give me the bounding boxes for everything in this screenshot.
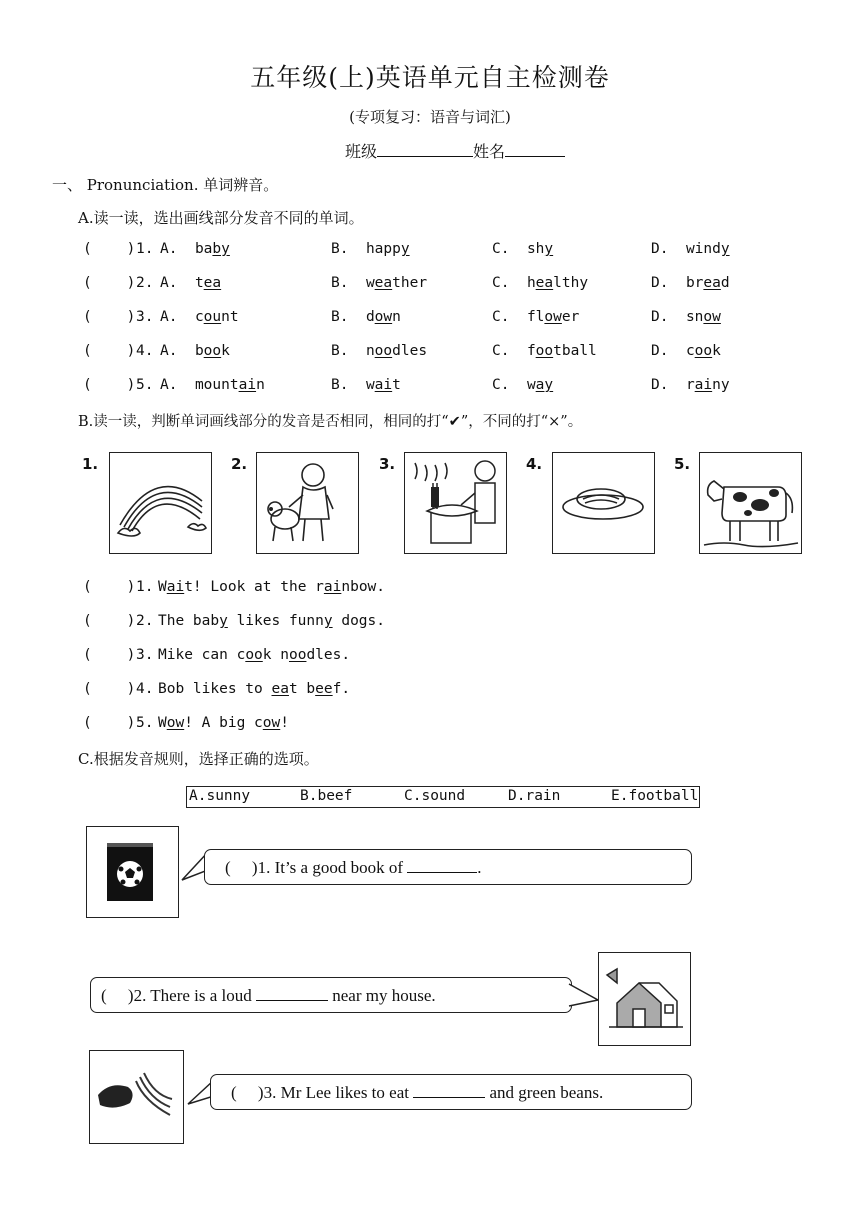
word-part: sn [685, 309, 704, 325]
part-a-heading: A.读一读，选出画线部分发音不同的单词。 [78, 209, 364, 227]
option-letter: C. [492, 377, 510, 393]
name-blank[interactable] [505, 140, 565, 157]
house-loudspeaker-picture [598, 952, 691, 1046]
underlined-sound: oo [694, 343, 713, 359]
option-a: A.sunny [189, 788, 251, 804]
options-box [186, 786, 700, 808]
underlined-sound: ee [315, 681, 333, 697]
class-blank[interactable] [377, 140, 473, 157]
word-part: c [194, 309, 204, 325]
underlined-sound: ai [694, 377, 713, 393]
class-name-line [345, 139, 565, 162]
option-letter: C. [492, 241, 510, 257]
option-c [492, 377, 553, 393]
word-part: n [392, 309, 401, 325]
option-c [492, 275, 588, 291]
question-1-end: . [477, 858, 482, 877]
sentence-part: ! [280, 715, 289, 731]
sentence-text [158, 715, 289, 731]
sentence-part: dles. [306, 647, 351, 663]
pic-label-1: 1. [82, 455, 99, 473]
class-label: 班级 [345, 142, 378, 161]
underlined-sound: ow [262, 715, 281, 731]
word-part: dles [392, 343, 428, 359]
word-part: fl [526, 309, 545, 325]
word-part: er [561, 309, 580, 325]
option-c [492, 241, 553, 257]
answer-paren[interactable]: ( ) [83, 241, 136, 257]
underlined-sound: y [400, 241, 410, 257]
option-a [160, 343, 230, 359]
question-bubble-2 [90, 977, 572, 1013]
question-1-text: ( )1. It’s a good book of [225, 858, 408, 877]
sentence-part: Mike can c [158, 647, 246, 663]
word-part: w [365, 377, 375, 393]
answer-paren[interactable]: ( ) [83, 275, 136, 291]
underlined-sound: oo [203, 343, 222, 359]
option-letter: A. [160, 377, 178, 393]
word-part: ny [712, 377, 730, 393]
sentence-part: f. [332, 681, 351, 697]
answer-paren[interactable]: ( ) [83, 647, 136, 663]
sentence-part: W [158, 715, 167, 731]
option-letter: B. [331, 377, 349, 393]
word-part: b [194, 343, 204, 359]
underlined-sound: ea [374, 275, 393, 291]
word-part: ther [392, 275, 428, 291]
option-a [160, 309, 239, 325]
page-title: 五年级(上)英语单元自主检测卷 [250, 63, 610, 92]
word-part: f [526, 343, 536, 359]
sentence-part: nbow. [341, 579, 386, 595]
answer-paren[interactable]: ( ) [83, 343, 136, 359]
word-part: lthy [553, 275, 589, 291]
option-letter: B. [331, 343, 349, 359]
bubble-tail-2 [568, 980, 600, 1014]
pic-label-4: 4. [526, 455, 543, 473]
option-c [492, 343, 597, 359]
sentence-number: 1. [136, 579, 154, 595]
underlined-sound: ai [238, 377, 257, 393]
option-letter: A. [160, 241, 178, 257]
word-part: r [685, 377, 695, 393]
option-letter: B. [331, 275, 349, 291]
rainbow-picture [109, 452, 212, 554]
question-3-end: and green beans. [485, 1083, 604, 1102]
answer-paren[interactable]: ( ) [83, 579, 136, 595]
word-part: k [712, 343, 721, 359]
underlined-sound: y [219, 613, 228, 629]
word-part: n [365, 343, 375, 359]
sentence-part: dogs. [332, 613, 385, 629]
cow-picture [699, 452, 802, 554]
word-part: nt [221, 309, 239, 325]
answer-paren[interactable]: ( ) [83, 613, 136, 629]
option-b [331, 377, 401, 393]
option-d [651, 275, 730, 291]
pic-label-5: 5. [674, 455, 691, 473]
option-b [331, 275, 427, 291]
underlined-sound: ea [271, 681, 289, 697]
word-part: d [720, 275, 730, 291]
option-d [651, 309, 721, 325]
underlined-sound: ow [544, 309, 562, 325]
option-letter: D. [651, 275, 669, 291]
question-2-end: near my house. [328, 986, 436, 1005]
beef-plate-picture [552, 452, 655, 554]
underlined-sound: ai [166, 579, 185, 595]
underlined-sound: ow [166, 715, 185, 731]
underlined-sound: ea [703, 275, 721, 291]
underlined-sound: ow [703, 309, 721, 325]
question-number: 3. [136, 309, 154, 325]
underlined-sound: y [544, 241, 554, 257]
sentence-part: likes funn [227, 613, 324, 629]
option-letter: D. [651, 343, 669, 359]
question-number: 1. [136, 241, 154, 257]
underlined-sound: by [212, 241, 230, 257]
football-book-picture [86, 826, 179, 918]
option-e: E.football [611, 788, 699, 804]
underlined-sound: ou [203, 309, 222, 325]
answer-paren[interactable]: ( ) [83, 681, 136, 697]
word-part: c [685, 343, 695, 359]
part-c-heading: C.根据发音规则，选择正确的选项。 [78, 750, 319, 768]
option-d: D.rain [508, 788, 561, 804]
underlined-sound: ow [374, 309, 393, 325]
question-2-text: ( )2. There is a loud [101, 986, 257, 1005]
question-3-blank[interactable] [413, 1081, 485, 1098]
option-letter: A. [160, 309, 178, 325]
question-2-blank[interactable] [256, 984, 328, 1001]
sentence-part: The bab [158, 613, 220, 629]
sentence-part: ! A big c [184, 715, 263, 731]
answer-paren[interactable]: ( ) [83, 715, 136, 731]
option-d [651, 241, 730, 257]
part-b-heading: B.读一读，判断单词画线部分的发音是否相同，相同的打“✔”，不同的打“×”。 [78, 414, 583, 430]
word-part: w [526, 377, 536, 393]
question-1-blank[interactable] [407, 856, 477, 873]
option-c [492, 309, 579, 325]
option-letter: A. [160, 343, 178, 359]
pic-label-2: 2. [231, 455, 248, 473]
underlined-sound: oo [535, 343, 554, 359]
underlined-sound: ai [323, 579, 342, 595]
sentence-number: 2. [136, 613, 154, 629]
option-letter: D. [651, 377, 669, 393]
underlined-sound: y [323, 613, 333, 629]
question-number: 4. [136, 343, 154, 359]
word-part: d [365, 309, 375, 325]
sentence-text [158, 579, 385, 595]
option-letter: C. [492, 275, 510, 291]
underlined-sound: ai [374, 377, 393, 393]
sentence-part: t! Look at the r [184, 579, 324, 595]
word-part: t [392, 377, 401, 393]
option-a [160, 275, 221, 291]
answer-paren[interactable]: ( ) [83, 377, 136, 393]
section-1-heading: 一、 Pronunciation. 单词辨音。 [52, 176, 279, 194]
baby-dog-picture [256, 452, 359, 554]
sentence-number: 5. [136, 715, 154, 731]
sentence-number: 4. [136, 681, 154, 697]
underlined-sound: ea [203, 275, 222, 291]
option-letter: D. [651, 241, 669, 257]
word-part: tball [553, 343, 597, 359]
option-letter: B. [331, 241, 349, 257]
name-label: 姓名 [473, 142, 506, 161]
option-b [331, 309, 401, 325]
word-part: k [221, 343, 230, 359]
beef-beans-picture [89, 1050, 184, 1144]
option-b [331, 343, 427, 359]
word-part: h [526, 275, 536, 291]
option-a [160, 241, 230, 257]
sentence-text [158, 647, 350, 663]
word-part: br [685, 275, 704, 291]
question-number: 5. [136, 377, 154, 393]
option-letter: C. [492, 309, 510, 325]
option-d [651, 377, 730, 393]
option-b [331, 241, 410, 257]
question-bubble-3 [210, 1074, 692, 1110]
sentence-part: W [158, 579, 167, 595]
question-bubble-1 [204, 849, 692, 885]
word-part: wind [685, 241, 721, 257]
option-a [160, 377, 265, 393]
question-3-text: ( )3. Mr Lee likes to eat [231, 1083, 414, 1102]
sentence-part: t b [288, 681, 316, 697]
sentence-part: k n [262, 647, 289, 663]
option-letter: A. [160, 275, 178, 291]
word-part: n [256, 377, 265, 393]
underlined-sound: oo [288, 647, 307, 663]
option-letter: C. [492, 343, 510, 359]
option-letter: D. [651, 309, 669, 325]
word-part: sh [526, 241, 545, 257]
sentence-text [158, 613, 385, 629]
option-c: C.sound [404, 788, 466, 804]
page-subtitle: (专项复习：语音与词汇) [349, 108, 511, 126]
underlined-sound: ay [535, 377, 554, 393]
word-part: happ [365, 241, 401, 257]
underlined-sound: oo [374, 343, 393, 359]
underlined-sound: ea [535, 275, 554, 291]
sentence-part: Bob likes to [158, 681, 272, 697]
sentence-number: 3. [136, 647, 154, 663]
option-letter: B. [331, 309, 349, 325]
option-b: B.beef [300, 788, 353, 804]
underlined-sound: y [720, 241, 730, 257]
sentence-text [158, 681, 350, 697]
word-part: ba [194, 241, 213, 257]
word-part: t [194, 275, 204, 291]
pic-label-3: 3. [379, 455, 396, 473]
answer-paren[interactable]: ( ) [83, 309, 136, 325]
cooking-noodles-picture [404, 452, 507, 554]
underlined-sound: oo [245, 647, 263, 663]
option-d [651, 343, 721, 359]
word-part: mount [194, 377, 239, 393]
word-part: w [365, 275, 375, 291]
question-number: 2. [136, 275, 154, 291]
